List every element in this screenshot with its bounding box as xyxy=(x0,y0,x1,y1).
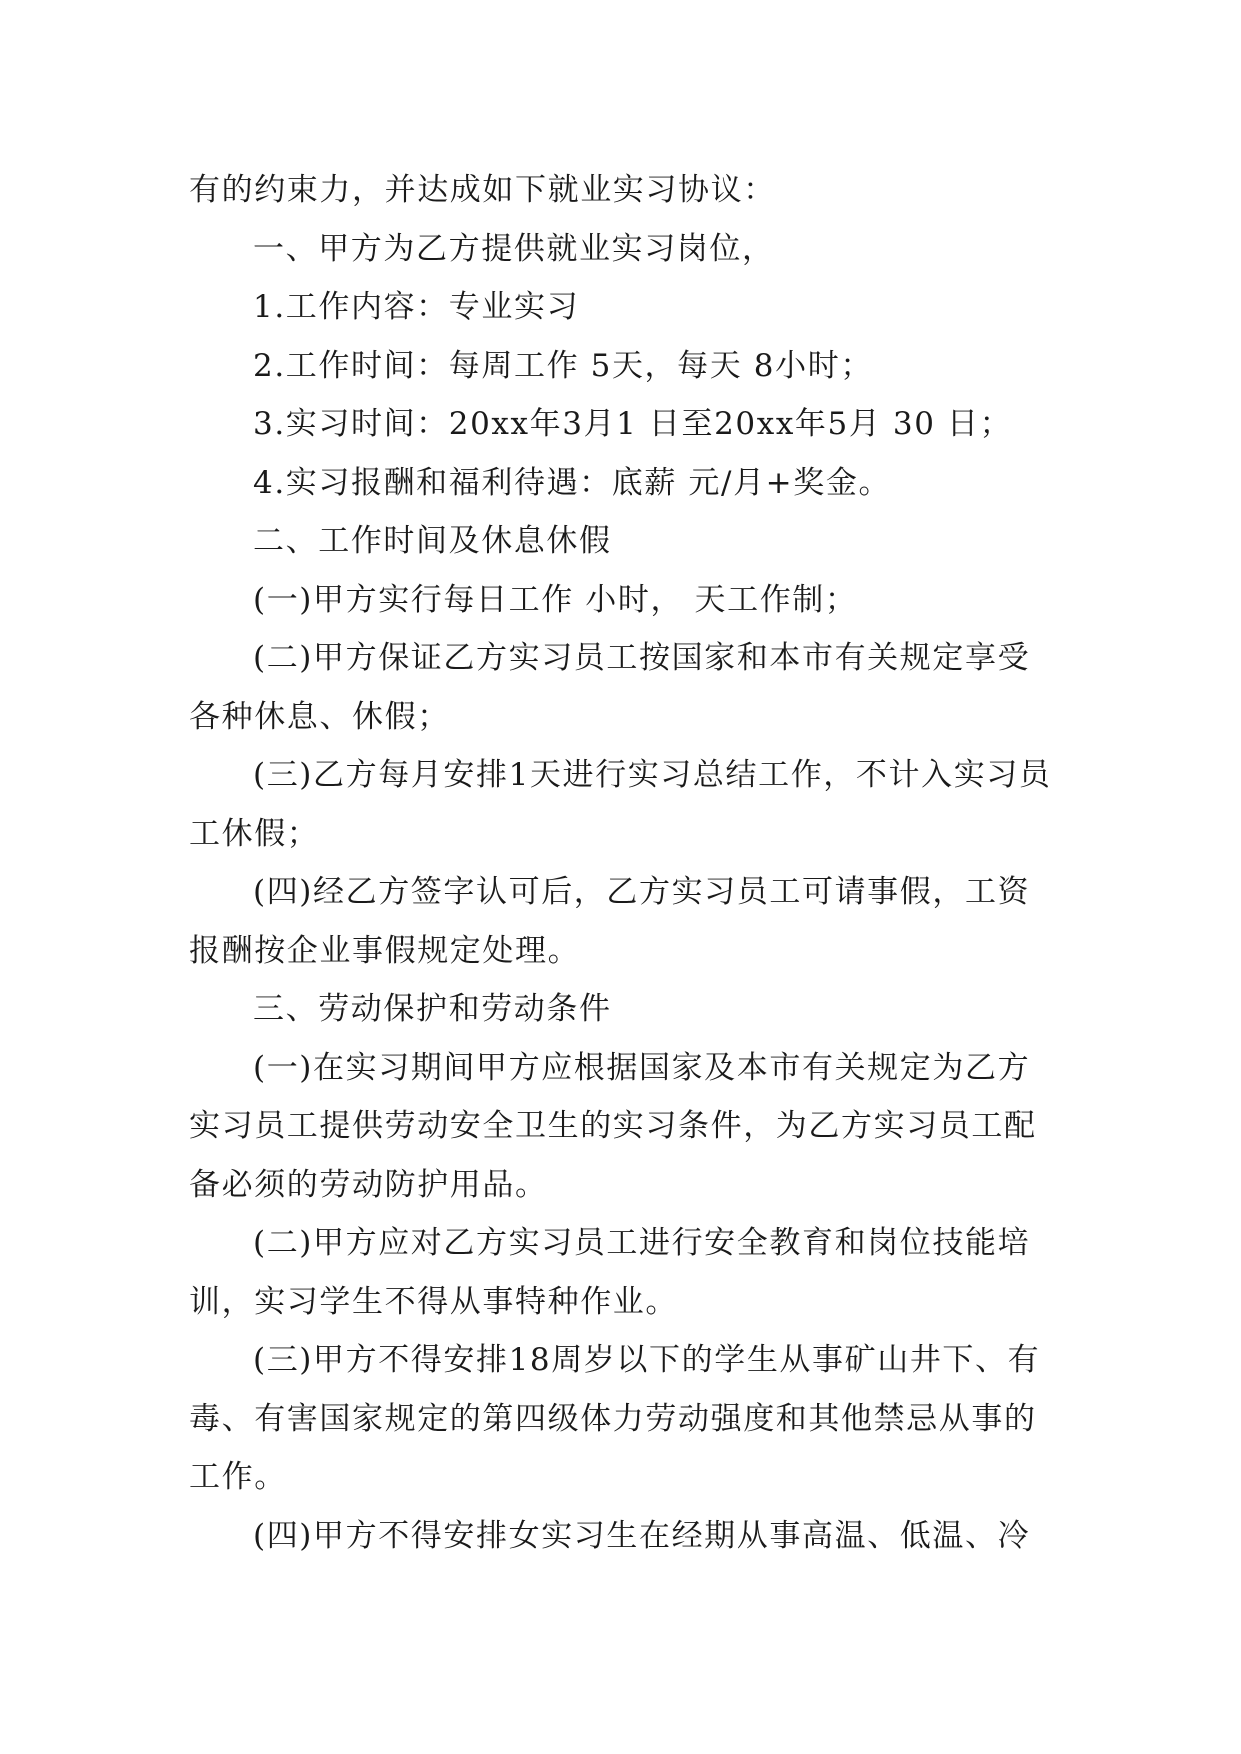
paragraph-section-3-clause-3: (三)甲方不得安排18周岁以下的学生从事矿山井下、有毒、有害国家规定的第四级体力劳动强度和其他禁忌从事的工作。 xyxy=(189,1342,1041,1495)
paragraph-section-3-clause-4: (四)甲方不得安排女实习生在经期从事高温、低温、冷 xyxy=(253,1517,1031,1554)
paragraph-section-2-clause-2: (二)甲方保证乙方实习员工按国家和本市有关规定享受各种休息、休假； xyxy=(189,640,1031,735)
paragraph-section-2-clause-4: (四)经乙方签字认可后，乙方实习员工可请事假，工资报酬按企业事假规定处理。 xyxy=(189,874,1031,969)
paragraph-section-2-clause-1: (一)甲方实行每日工作 小时， 天工作制； xyxy=(253,581,858,618)
paragraph-item-4-compensation: 4.实习报酬和福利待遇：底薪 元/月+奖金。 xyxy=(253,464,892,501)
paragraph-section-2-heading: 二、工作时间及休息休假 xyxy=(253,523,612,559)
paragraph-item-1-work-content: 1.工作内容：专业实习 xyxy=(253,289,580,325)
paragraph-agreement-intro: 有的约束力，并达成如下就业实习协议： xyxy=(189,172,776,208)
paragraph-section-1-heading: 一、甲方为乙方提供就业实习岗位， xyxy=(253,230,775,267)
document-body xyxy=(189,161,1059,1565)
paragraph-section-3-heading: 三、劳动保护和劳动条件 xyxy=(253,991,612,1027)
paragraph-item-2-work-hours: 2.工作时间：每周工作 5天，每天 8小时； xyxy=(253,347,873,384)
paragraph-section-3-clause-2: (二)甲方应对乙方实习员工进行安全教育和岗位技能培训，实习学生不得从事特种作业。 xyxy=(189,1225,1031,1320)
paragraph-section-2-clause-3: (三)乙方每月安排1天进行实习总结工作，不计入实习员工休假； xyxy=(189,757,1052,852)
paragraph-item-3-internship-period: 3.实习时间：20xx年3月1 日至20xx年5月 30 日； xyxy=(253,406,1013,442)
paragraph-section-3-clause-1: (一)在实习期间甲方应根据国家及本市有关规定为乙方实习员工提供劳动安全卫生的实习条件，为乙方实习员工配备必须的劳动防护用品。 xyxy=(189,1049,1037,1203)
